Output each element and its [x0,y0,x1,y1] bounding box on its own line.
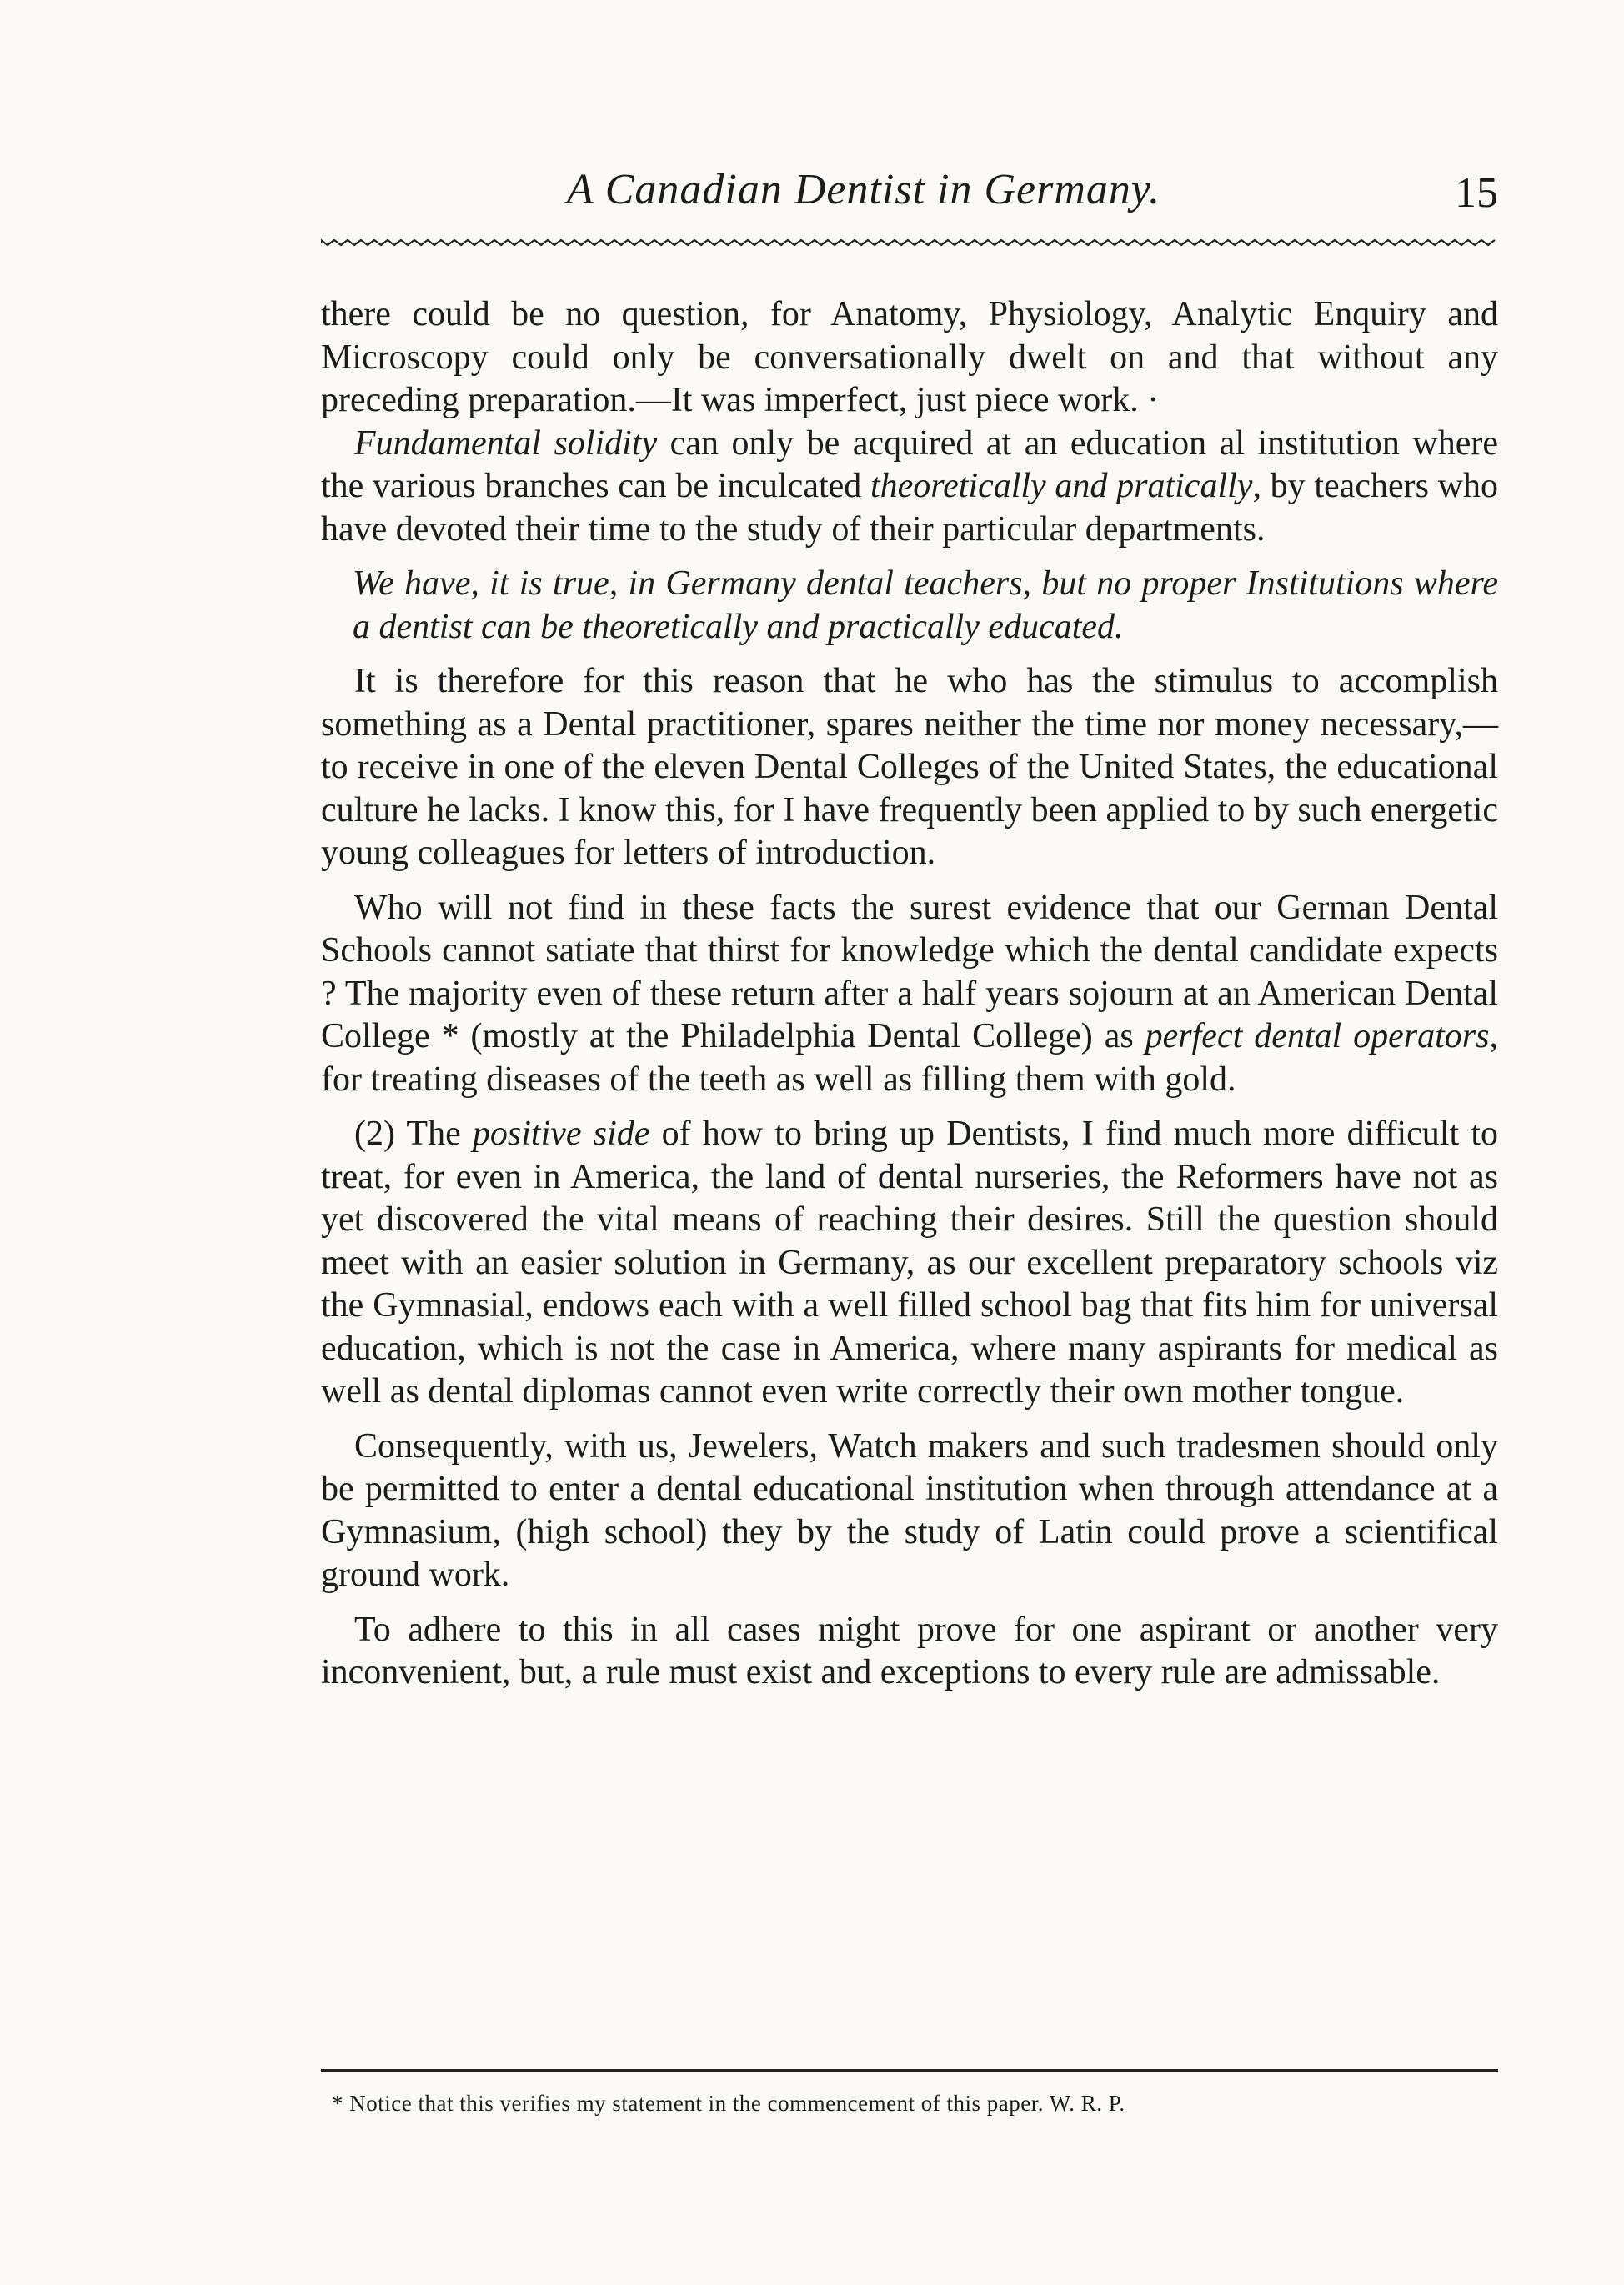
italic-phrase: Fundamental solidity [354,423,658,463]
paragraph-text: Who will not find in these facts the surest evidence that our German Dental Schools cannot satiate that thirst for knowledge which the dental candidate expects ? The majority even of these return after a half years sojourn at an American Dental College * (mostly at the Philadelphia Dental College) as [321,888,1498,1055]
footnote-rule [321,2069,1498,2072]
body-text [321,293,1498,1695]
italic-phrase: positive side [472,1115,650,1153]
paragraph-text: , by teachers who have devoted their time to the study of their particular departments. [321,467,1498,549]
italic-phrase: theoretically and pratically [870,467,1253,505]
paragraph-text: can only be acquired at an education al institution where the various branches can be inculcated [321,423,1498,505]
paragraph-text: , for treating diseases of the teeth as well as filling them with gold. [321,1017,1498,1099]
paragraph-text: (2) The [354,1115,473,1153]
running-header [321,157,1498,232]
paragraph-2 [321,423,1498,552]
paragraph-1: there could be no question, for Anatomy, Physiology, Analytic Enquiry and Microscopy could only be conversationally dwelt on and that without any preceding preparation.—It was imperfect, just piece work. · [321,295,1498,419]
page-number: 15 [1455,169,1498,217]
paragraph-8: To adhere to this in all cases might prove for one aspirant or another very inconvenient, but, a rule must exist and exceptions to every rule are admissable. [321,1610,1498,1691]
paragraph-4: It is therefore for this reason that he who has the stimulus to accomplish something as a Dental practitioner, spares neither the time nor money necessary,—to receive in one of the eleven Dental Colleges of the United States, the educational culture he lacks. I know this, for I have frequently been applied to by such energetic young colleagues for letters of introduction. [321,662,1498,872]
paragraph-3-italic: We have, it is true, in Germany dental teachers, but no proper Institutions where a dentist can be theoretically and practically educated. [353,564,1498,646]
paragraph-5 [321,887,1498,1102]
paragraph-text: of how to bring up Dentists, I find much more difficult to treat, for even in America, the land of dental nurseries, the Reformers have not as yet discovered the vital means of reaching their desires. Still the question should meet with an easier solution in Germany, as our excellent preparatory schools viz the Gymnasial, endows each with a well filled school bag that fits him for universal education, which is not the case in America, where many aspirants for medical as well as dental diplomas cannot even write correctly their own mother tongue. [321,1115,1499,1411]
paragraph-6 [321,1113,1498,1414]
paragraph-7: Consequently, with us, Jewelers, Watch makers and such tradesmen should only be permitted to enter a dental educational institution when through attendance at a Gymnasium, (high school) they by the study of Latin could prove a scientifical ground work. [321,1426,1498,1594]
italic-phrase: perfect dental operators [1145,1017,1490,1055]
footnote: * Notice that this verifies my statement in the commencement of this paper. W. R. P. [332,2091,1125,2116]
running-title: A Canadian Dentist in Germany. [566,166,1161,213]
wavy-header-rule [321,237,1498,248]
